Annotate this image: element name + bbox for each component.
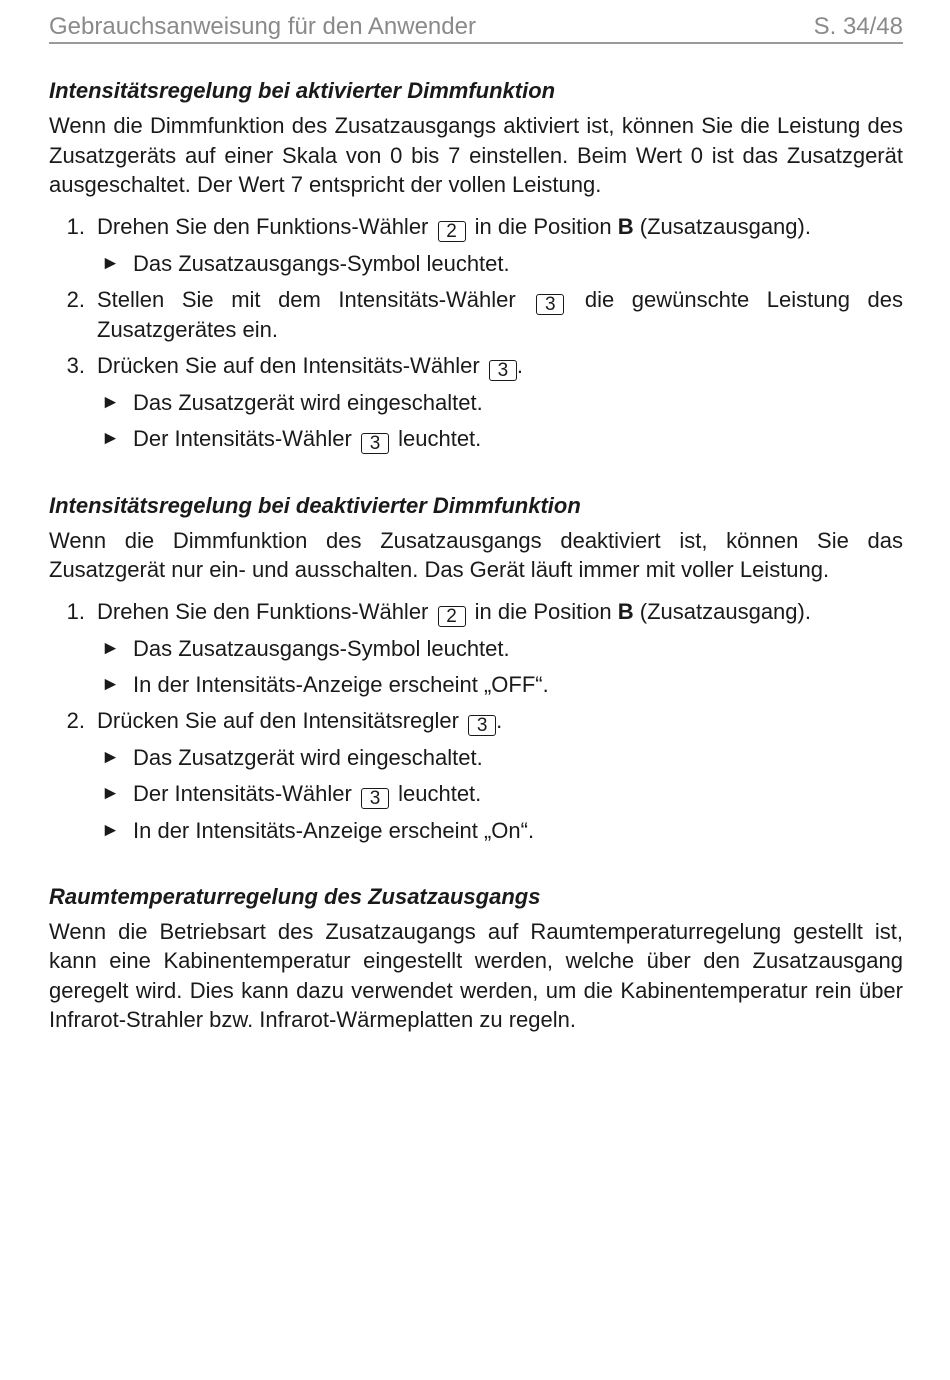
section-dimming-inactive: [49, 492, 903, 845]
section-heading: Raumtemperaturregelung des Zusatzausgangs: [49, 883, 541, 909]
step-item: [49, 285, 903, 344]
instruction-list: [49, 597, 903, 845]
step-text: Drehen Sie den Funktions-Wähler 2 in die Position B (Zusatzausgang).: [97, 213, 811, 242]
step-text: Drehen Sie den Funktions-Wähler 2 in die Position B (Zusatzausgang).: [97, 598, 811, 627]
step-text: Drücken Sie auf den Intensitäts-Wähler 3 .: [97, 352, 523, 381]
reference-box: 3: [361, 788, 389, 809]
section-paragraph: Wenn die Dimmfunktion des Zusatzausgangs deaktiviert ist, können Sie das Zusatzgerät nur ein- und ausschalten. Das Gerät läuft immer mit voller Leistung.: [49, 527, 903, 582]
reference-box: 3: [489, 360, 517, 381]
result-text: Das Zusatzgerät wird eingeschaltet.: [133, 389, 483, 415]
result-item: [49, 249, 903, 278]
section-heading: Intensitätsregelung bei aktivierter Dimmfunktion: [49, 78, 556, 103]
result-arrow-icon: ►: [101, 819, 120, 841]
step-item: [49, 597, 903, 627]
result-item: [49, 816, 903, 845]
result-text: In der Intensitäts-Anzeige erscheint „OFF“.: [133, 671, 549, 697]
reference-box: 3: [361, 433, 389, 454]
result-arrow-icon: ►: [101, 673, 120, 695]
reference-box: 2: [438, 606, 466, 627]
result-text: In der Intensitäts-Anzeige erscheint „On“.: [133, 817, 535, 843]
document-title: Gebrauchsanweisung für den Anwender: [49, 13, 476, 40]
step-number: 3.: [66, 352, 85, 378]
result-item: [49, 388, 903, 417]
step-item: [49, 706, 903, 736]
step-number: 1.: [66, 213, 85, 239]
result-arrow-icon: ►: [101, 252, 120, 274]
section-paragraph: Wenn die Dimmfunktion des Zusatzausgangs aktiviert ist, können Sie die Leistung des Zusatzgeräts auf einer Skala von 0 bis 7 einstellen. Beim Wert 0 ist das Zusatzgerät ausgeschaltet. Der Wert 7 entspricht der vollen Leistung.: [49, 113, 903, 197]
result-text: Das Zusatzgerät wird eingeschaltet.: [133, 744, 483, 770]
reference-box: 2: [438, 221, 466, 242]
result-arrow-icon: ►: [101, 637, 120, 659]
result-item: [49, 424, 903, 454]
result-item: [49, 634, 903, 663]
result-text: Der Intensitäts-Wähler 3 leuchtet.: [133, 780, 482, 809]
result-arrow-icon: ►: [101, 782, 120, 804]
result-arrow-icon: ►: [101, 427, 120, 449]
reference-box: 3: [468, 715, 496, 736]
result-item: [49, 670, 903, 699]
step-text: Stellen Sie mit dem Intensitäts-Wähler 3 die gewünschte Leistung des Zusatzgerätes ein.: [97, 286, 903, 342]
document-page: [49, 0, 903, 1035]
page-header: [49, 0, 903, 44]
instruction-list: [49, 212, 903, 454]
step-number: 1.: [66, 598, 85, 624]
result-text: Das Zusatzausgangs-Symbol leuchtet.: [133, 250, 510, 276]
step-text: Drücken Sie auf den Intensitätsregler 3 .: [97, 707, 503, 736]
section-heading: Intensitätsregelung bei deaktivierter Dimmfunktion: [49, 492, 581, 518]
result-arrow-icon: ►: [101, 391, 120, 413]
page-number: S. 34/48: [813, 13, 903, 40]
section-paragraph: Wenn die Betriebsart des Zusatzaugangs auf Raumtemperaturregelung gestellt ist, kann eine Kabinentemperatur eingestellt werden, welche über den Zusatzausgang geregelt wird. Dies kann dazu verwendet werden, um die Kabinentemperatur rein über Infrarot-Strahler bzw. Infrarot-Wärmeplatten zu regeln.: [49, 918, 903, 1032]
section-room-temperature: [49, 883, 903, 1035]
step-number: 2.: [66, 707, 85, 733]
result-text: Der Intensitäts-Wähler 3 leuchtet.: [133, 425, 482, 454]
reference-box: 3: [536, 294, 564, 315]
result-item: [49, 779, 903, 809]
step-number: 2.: [66, 286, 85, 312]
section-dimming-active: [49, 77, 903, 454]
result-item: [49, 743, 903, 772]
result-arrow-icon: ►: [101, 746, 120, 768]
result-text: Das Zusatzausgangs-Symbol leuchtet.: [133, 635, 510, 661]
step-item: [49, 212, 903, 242]
step-item: [49, 351, 903, 381]
